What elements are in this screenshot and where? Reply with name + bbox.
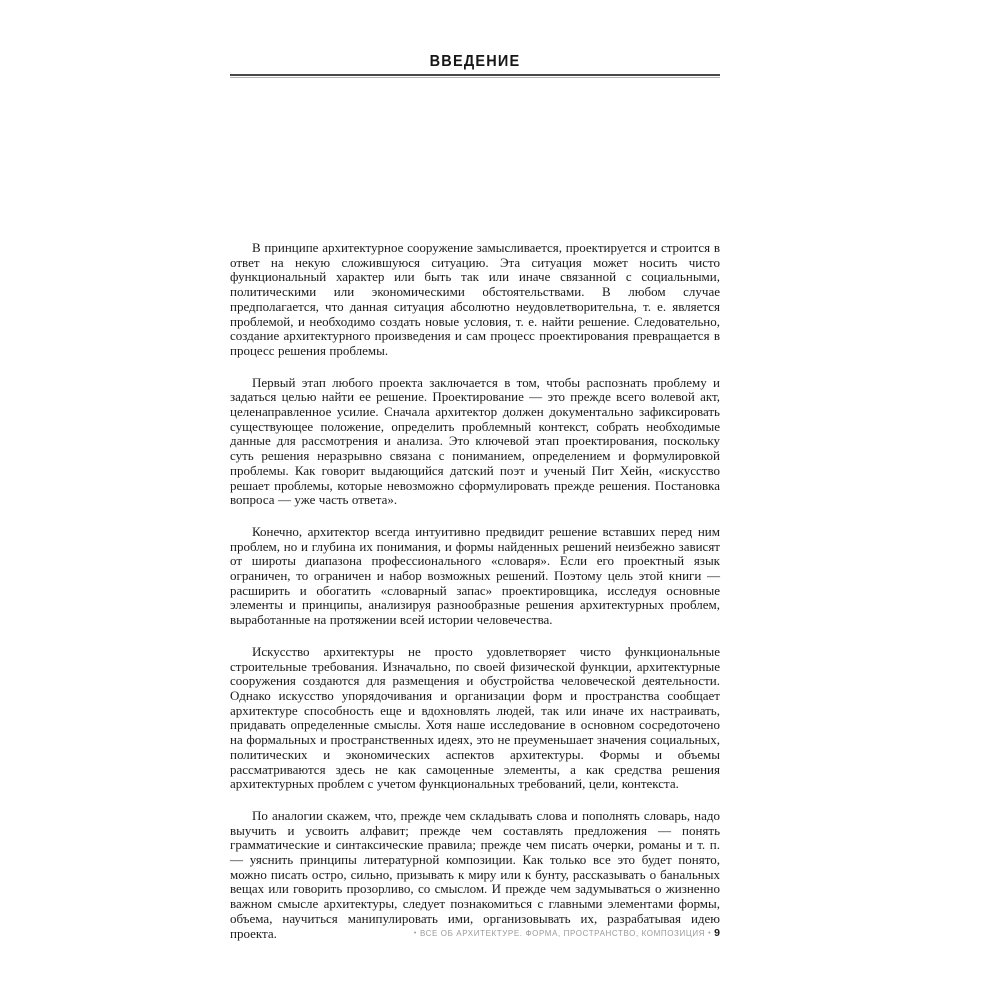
footer-page-number: 9 — [714, 927, 720, 939]
footer-bullet-icon: • — [413, 930, 417, 937]
body-paragraph: По аналогии скажем, что, прежде чем складывать слова и пополнять словарь, надо выучить и усвоить алфавит; прежде чем составлять предложения — понять грамматические и синтаксические правила; прежде чем писать очерки, романы и т. п. — уяснить принципы литературной композиции. Как только все это будет понято, можно писать остро, сильно, призывать к миру или к бунту, рассказывать о банальных вещах или говорить прозорливо, со смыслом. И прежде чем задумываться о жизненно важном смысле архитектуры, следует познакомиться с главными элементами формы, объема, научиться манипулировать ими, организовывать их, разрабатывая идею проекта. — [230, 807, 720, 941]
chapter-title: ВВЕДЕНИЕ — [429, 53, 521, 71]
body-paragraph: Первый этап любого проекта заключается в том, чтобы распознать проблему и задаться целью найти ее решение. Проектирование — это прежде всего волевой акт, целенаправленное усилие. Сначала архитектор должен документально зафиксировать существующее положение, определить проблемный контекст, собрать необходимые данные для рассмотрения и анализа. Это ключевой этап проектирования, поскольку суть решения неразрывно связана с пониманием, определением и формулировкой проблемы. Как говорит выдающийся датский поэт и ученый Пит Хейн, «искусство решает проблемы, которые невозможно сформулировать прежде решения. Постановка вопроса — уже часть ответа». — [230, 374, 720, 508]
body-paragraph: Искусство архитектуры не просто удовлетворяет чисто функциональные строительные требования. Изначально, по своей физической функции, архитектурные сооружения создаются для размещения и обустройства человеческой деятельности. Однако искусство упорядочивания и организации форм и пространства сообщает архитектуре способность еще и вдохновлять людей, так или иначе их настраивать, придавать определенные смыслы. Хотя наше исследование в основном сосредоточено на формальных и пространственных идеях, это не преуменьшает значения социальных, политических и экономических аспектов архитектуры. Формы и объемы рассматриваются здесь не как самоценные элементы, а как средства решения архитектурных проблем с учетом функциональных требований, цели, контекста. — [230, 643, 720, 792]
body-paragraph: Конечно, архитектор всегда интуитивно предвидит решение вставших перед ним проблем, но и глубина их понимания, и формы найденных решений неизбежно зависят от широты диапазона профессионального «словаря». Если его проектный язык ограничен, то ограничен и набор возможных решений. Поэтому цель этой книги — расширить и обогатить «словарный запас» проектировщика, исследуя основные элементы и принципы, анализируя разнообразные решения архитектурных проблем, выработанные на протяжении всей истории человечества. — [230, 523, 720, 628]
body-paragraph: В принципе архитектурное сооружение замысливается, проектируется и строится в ответ на некую сложившуюся ситуацию. Эта ситуация может носить чисто функциональный характер или быть так или иначе связанной с социальными, политическими или экономическими обстоятельствами. В любом случае предполагается, что данная ситуация абсолютно неудовлетворительна, т. е. является проблемой, и необходимо создать новые условия, т. е. найти решение. Следовательно, создание архитектурного произведения и сам процесс проектирования превращается в процесс решения проблемы. — [230, 240, 720, 358]
divider-line-light — [230, 77, 720, 78]
book-page — [230, 0, 720, 1000]
footer-separator-bullet-icon: • — [708, 930, 712, 937]
body-text-block — [230, 241, 720, 958]
page-footer — [230, 927, 720, 939]
header-divider-rule — [230, 74, 720, 78]
footer-running-title: ВСЕ ОБ АРХИТЕКТУРЕ. ФОРМА, ПРОСТРАНСТВО, КОМПОЗИЦИЯ — [419, 929, 706, 938]
